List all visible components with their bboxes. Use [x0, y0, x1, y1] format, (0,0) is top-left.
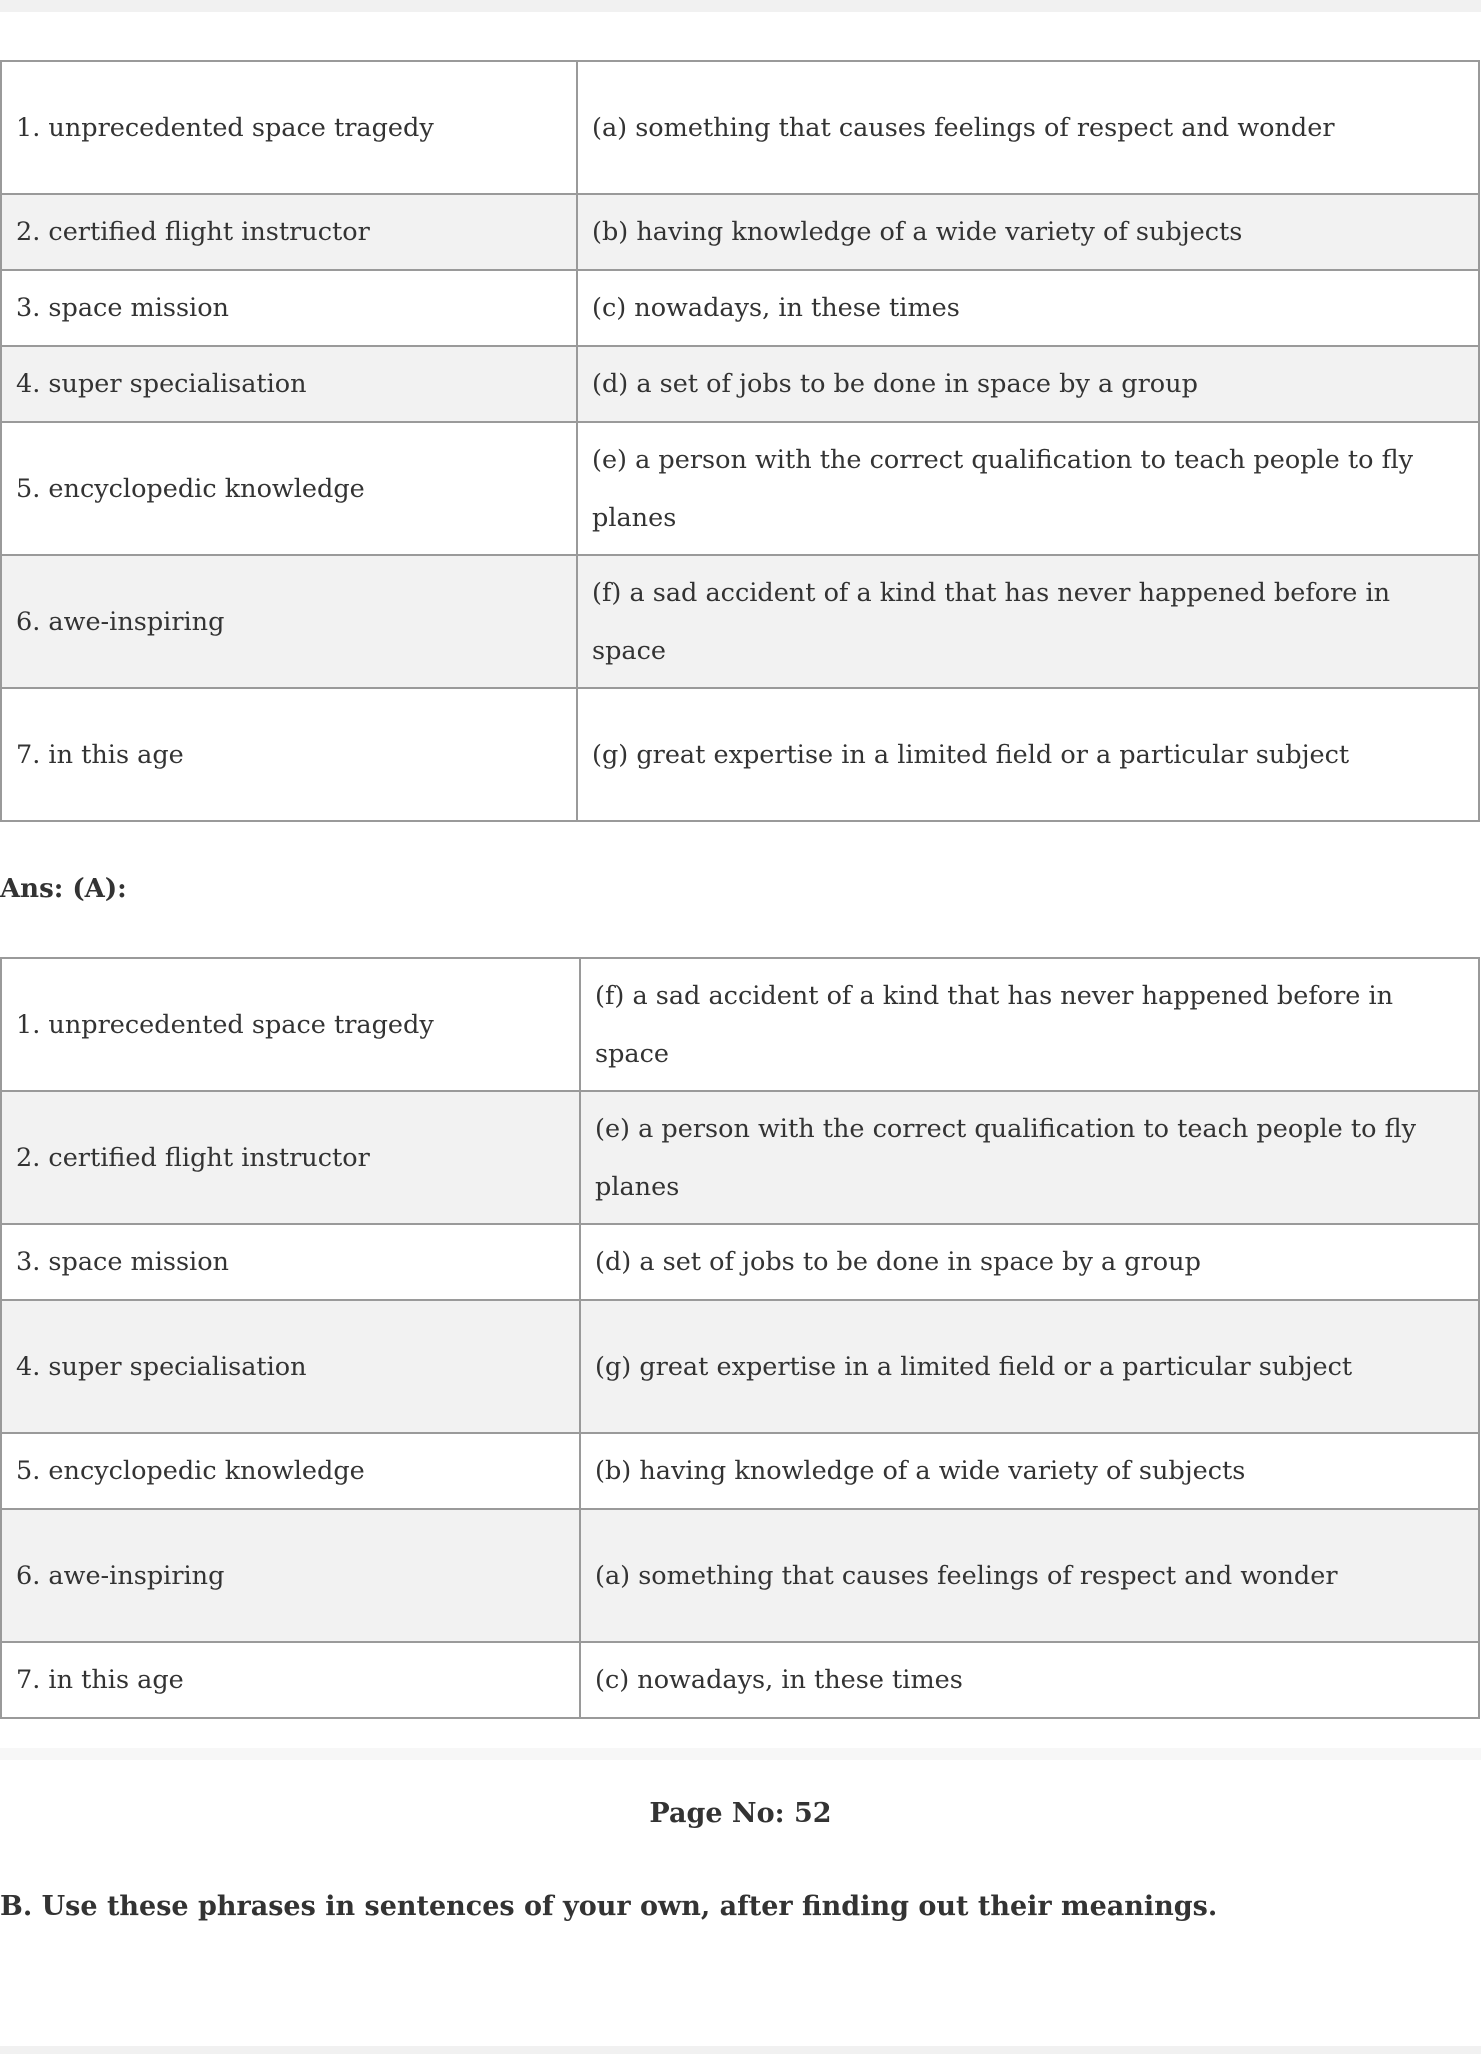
phrase-cell: 6. awe-inspiring: [1, 555, 577, 688]
top-band: [0, 0, 1481, 12]
phrase-cell: 6. awe-inspiring: [1, 1509, 580, 1642]
meaning-cell: (g) great expertise in a limited field or a particular subject: [577, 688, 1479, 821]
table-row: [1, 1642, 1479, 1718]
meaning-cell: (f) a sad accident of a kind that has never happened before in space: [577, 555, 1479, 688]
table-row: [1, 1224, 1479, 1300]
meaning-cell: (d) a set of jobs to be done in space by a group: [580, 1224, 1479, 1300]
phrase-cell: 3. space mission: [1, 270, 577, 346]
meaning-cell: (e) a person with the correct qualification to teach people to fly planes: [577, 422, 1479, 555]
phrase-cell: 1. unprecedented space tragedy: [1, 61, 577, 194]
phrase-cell: 2. certified flight instructor: [1, 1091, 580, 1224]
meaning-cell: (a) something that causes feelings of respect and wonder: [580, 1509, 1479, 1642]
meaning-cell: (d) a set of jobs to be done in space by a group: [577, 346, 1479, 422]
table-row: [1, 555, 1479, 688]
answer-label: Ans: (A):: [0, 874, 127, 904]
question-table: [0, 60, 1480, 822]
table-row: [1, 346, 1479, 422]
meaning-cell: (a) something that causes feelings of respect and wonder: [577, 61, 1479, 194]
phrase-cell: 3. space mission: [1, 1224, 580, 1300]
phrase-cell: 7. in this age: [1, 688, 577, 821]
table-row: [1, 1300, 1479, 1433]
answer-table: [0, 957, 1480, 1719]
phrase-cell: 5. encyclopedic knowledge: [1, 1433, 580, 1509]
question-b-heading: B. Use these phrases in sentences of your own, after finding out their meanings.: [0, 1891, 1218, 1922]
table-row: [1, 194, 1479, 270]
table-row: [1, 688, 1479, 821]
phrase-cell: 4. super specialisation: [1, 346, 577, 422]
phrase-cell: 2. certified flight instructor: [1, 194, 577, 270]
bottom-band: [0, 2046, 1481, 2054]
table-row: [1, 1509, 1479, 1642]
meaning-cell: (c) nowadays, in these times: [580, 1642, 1479, 1718]
meaning-cell: (e) a person with the correct qualification to teach people to fly planes: [580, 1091, 1479, 1224]
meaning-cell: (b) having knowledge of a wide variety of subjects: [577, 194, 1479, 270]
table-row: [1, 270, 1479, 346]
phrase-cell: 5. encyclopedic knowledge: [1, 422, 577, 555]
phrase-cell: 1. unprecedented space tragedy: [1, 958, 580, 1091]
phrase-cell: 4. super specialisation: [1, 1300, 580, 1433]
phrase-cell: 7. in this age: [1, 1642, 580, 1718]
meaning-cell: (f) a sad accident of a kind that has never happened before in space: [580, 958, 1479, 1091]
meaning-cell: (c) nowadays, in these times: [577, 270, 1479, 346]
table-row: [1, 61, 1479, 194]
table-row: [1, 958, 1479, 1091]
meaning-cell: (g) great expertise in a limited field or a particular subject: [580, 1300, 1479, 1433]
table-row: [1, 1433, 1479, 1509]
page-number: Page No: 52: [649, 1798, 832, 1829]
meaning-cell: (b) having knowledge of a wide variety of subjects: [580, 1433, 1479, 1509]
table-row: [1, 1091, 1479, 1224]
section-separator: [0, 1748, 1481, 1760]
table-row: [1, 422, 1479, 555]
